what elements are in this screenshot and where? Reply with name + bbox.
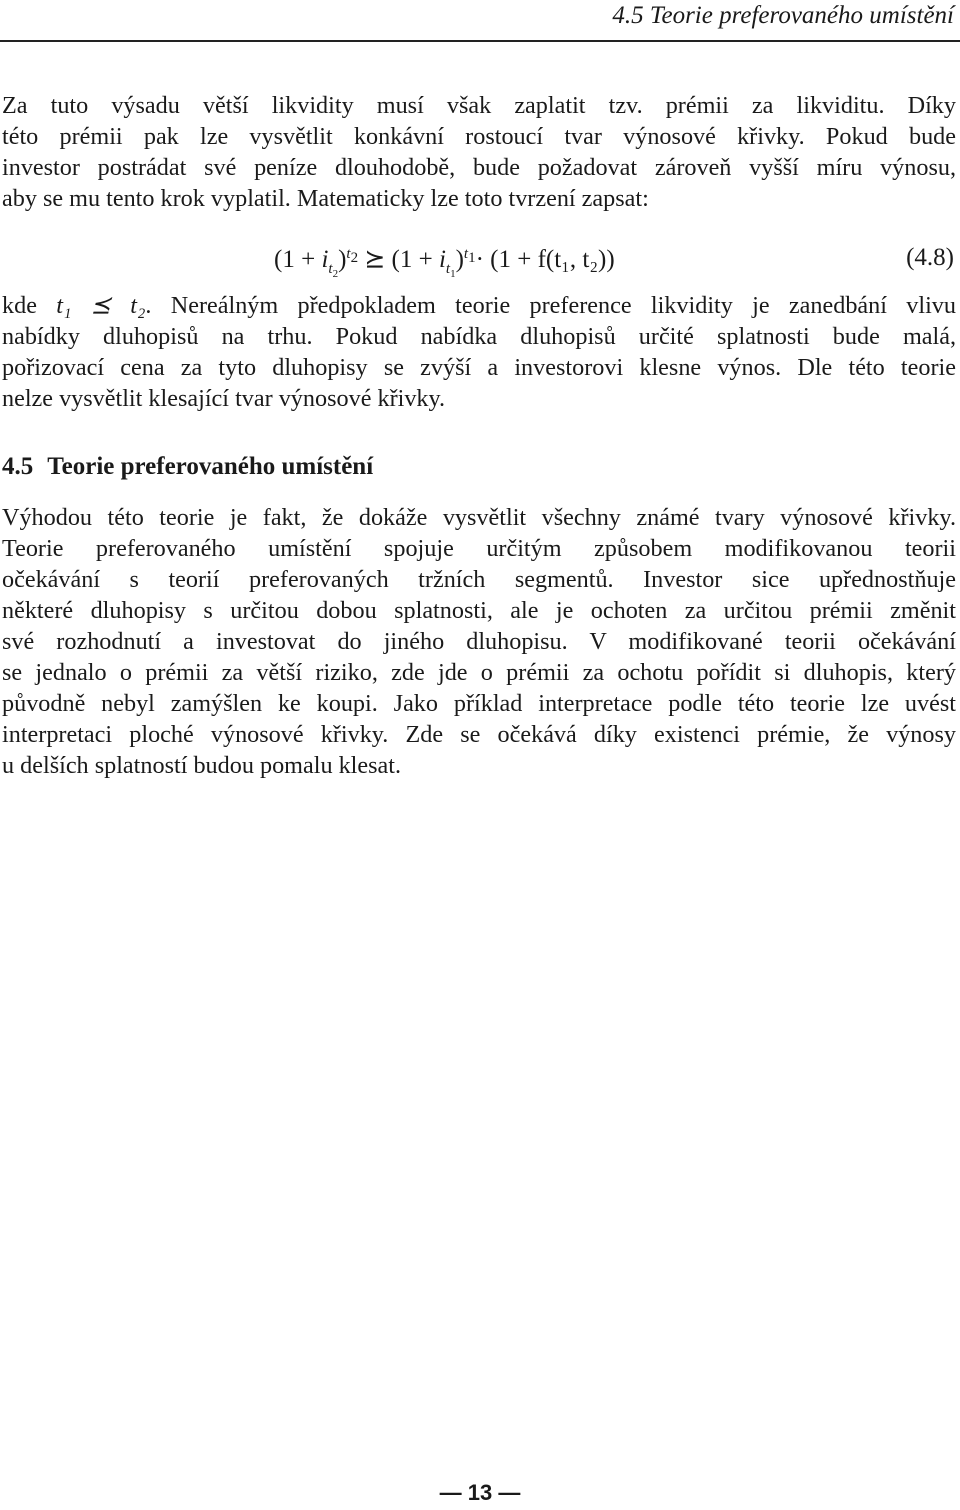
paragraph-line: očekávání s teorií preferovaných tržních segmentů. Investor sice upřednostňuje	[2, 566, 956, 593]
inline-math: t₁ ⪯ t₂	[56, 292, 146, 319]
paragraph-line: této prémii pak lze vysvětlit konkávní rostoucí tvar výnosové křivky. Pokud bude	[2, 123, 956, 150]
paragraph-line: původně nebyl zamýšlen ke koupi. Jako příklad interpretace podle této teorie lze uvést	[2, 690, 956, 717]
paragraph-line: nabídky dluhopisů na trhu. Pokud nabídka dluhopisů určité splatnosti bude malá,	[2, 323, 956, 350]
paragraph-line: Teorie preferovaného umístění spojuje určitým způsobem modifikovanou teorii	[2, 535, 956, 562]
paragraph-line: nelze vysvětlit klesající tvar výnosové křivky.	[2, 385, 446, 412]
section-title: Teorie preferovaného umístění	[47, 453, 374, 480]
paragraph-line: kde t₁ ⪯ t₂. Nereálným předpokladem teorie preference likvidity je zanedbání vlivu	[2, 292, 956, 319]
section-heading	[2, 453, 373, 481]
paragraph-line: interpretaci ploché výnosové křivky. Zde se očekává díky existenci prémie, že výnosy	[2, 721, 956, 748]
paragraph-liquidity-critique	[2, 290, 956, 414]
paragraph-line: své rozhodnutí a investovat do jiného dluhopisu. V modifikované teorii očekávání	[2, 628, 956, 655]
equation-4-8	[0, 244, 960, 280]
section-number: 4.5	[2, 453, 34, 480]
paragraph-liquidity-premium	[2, 90, 956, 214]
paragraph-preferred-habitat	[2, 502, 956, 781]
paragraph-line: Za tuto výsadu větší likvidity musí však zaplatit tzv. prémii za likviditu. Díky	[2, 92, 956, 119]
equation-formula: $(1 + i_{t_2})^{t_2}$ ⪰ $(1 + i_{t_1})^{t_1}\cdot (1 + f(t_1$, t₂))	[274, 245, 615, 280]
paragraph-line: aby se mu tento krok vyplatil. Matematicky lze toto tvrzení zapsat:	[2, 185, 649, 212]
paragraph-line: u delších splatností budou pomalu klesat.	[2, 752, 402, 779]
paragraph-line: investor postrádat své peníze dlouhodobě, bude požadovat zároveň vyšší míru výnosu,	[2, 154, 956, 181]
paragraph-line: se jednalo o prémii za větší riziko, zde jde o prémii za ochotu pořídit si dluhopis, který	[2, 659, 956, 686]
running-header-title: 4.5 Teorie preferovaného umístění	[612, 2, 954, 29]
paragraph-line: Výhodou této teorie je fakt, že dokáže vysvětlit všechny známé tvary výnosové křivky.	[2, 504, 956, 531]
header-rule	[0, 40, 960, 42]
equation-number: (4.8)	[906, 244, 954, 271]
paragraph-line: některé dluhopisy s určitou dobou splatnosti, ale je ochoten za určitou prémii změnit	[2, 597, 956, 624]
page-number: — 13 —	[439, 1480, 521, 1505]
paragraph-line: pořizovací cena za tyto dluhopisy se zvýší a investorovi klesne výnos. Dle této teorie	[2, 354, 956, 381]
